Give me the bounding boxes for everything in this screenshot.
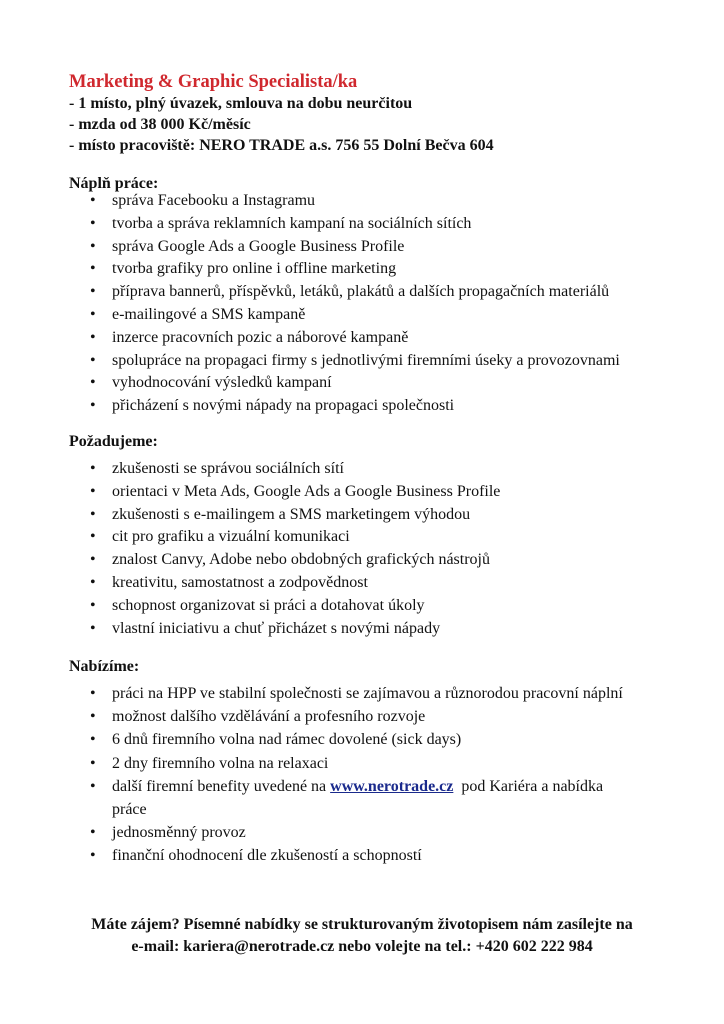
job-header	[69, 71, 709, 156]
benefits-text: další firemní benefity uvedené na	[112, 777, 331, 795]
footer-line-2: e-mail: kariera@nerotrade.cz nebo volejte na tel.: +420 602 222 984	[131, 938, 593, 955]
requirements-heading: Požadujeme:	[69, 433, 158, 450]
list-item: • 2 dny firemního volna na relaxaci	[90, 752, 630, 775]
list-item: • zkušenosti s e-mailingem a SMS marketingem výhodou	[90, 504, 690, 527]
list-item: • vlastní iniciativu a chuť přicházet s novými nápady	[90, 618, 690, 641]
list-item: • finanční ohodnocení dle zkušeností a schopností	[90, 844, 630, 867]
footer-line-1: Máte zájem? Písemné nabídky se strukturovaným životopisem nám zasílejte na	[91, 916, 633, 933]
list-item: • možnost dalšího vzdělávání a profesního rozvoje	[90, 705, 630, 728]
list-item: • správa Google Ads a Google Business Profile	[90, 236, 690, 259]
list-item: • inzerce pracovních pozic a náborové kampaně	[90, 327, 690, 350]
duties-heading: Náplň práce:	[69, 175, 159, 192]
website-link[interactable]: www.nerotrade.cz	[330, 777, 454, 795]
list-item: • 6 dnů firemního volna nad rámec dovolené (sick days)	[90, 728, 630, 751]
list-item: • příprava bannerů, příspěvků, letáků, plakátů a dalších propagačních materiálů	[90, 281, 690, 304]
requirements-list	[90, 458, 690, 640]
contact-footer	[40, 914, 684, 958]
job-meta-salary: - mzda od 38 000 Kč/měsíc	[69, 116, 251, 133]
list-item: • tvorba grafiky pro online i offline marketing	[90, 258, 690, 281]
benefits-text-after: pod Kariéra a nabídka práce	[112, 777, 608, 819]
list-item-benefits	[90, 775, 630, 821]
list-item: • cit pro grafiku a vizuální komunikaci	[90, 526, 690, 549]
list-item: • přicházení s novými nápady na propagaci společnosti	[90, 395, 690, 418]
list-item: • tvorba a správa reklamních kampaní na sociálních sítích	[90, 213, 690, 236]
list-item: • kreativitu, samostatnost a zodpovědnost	[90, 572, 690, 595]
job-meta-location: - místo pracoviště: NERO TRADE a.s. 756 55 Dolní Bečva 604	[69, 137, 494, 154]
job-meta-positions: - 1 místo, plný úvazek, smlouva na dobu neurčitou	[69, 95, 413, 112]
list-item: • znalost Canvy, Adobe nebo obdobných grafických nástrojů	[90, 549, 690, 572]
list-item: • jednosměnný provoz	[90, 821, 630, 844]
offer-heading: Nabízíme:	[69, 658, 140, 675]
list-item: • vyhodnocování výsledků kampaní	[90, 372, 690, 395]
list-item: • e-mailingové a SMS kampaně	[90, 304, 690, 327]
offer-list	[90, 682, 630, 868]
list-item: • práci na HPP ve stabilní společnosti se zajímavou a různorodou pracovní náplní	[90, 682, 630, 705]
list-item: • schopnost organizovat si práci a dotahovat úkoly	[90, 595, 690, 618]
list-item: • správa Facebooku a Instagramu	[90, 190, 690, 213]
list-item: • spolupráce na propagaci firmy s jednotlivými firemními úseky a provozovnami	[90, 350, 690, 373]
job-title: Marketing & Graphic Specialista/ka	[69, 72, 358, 92]
list-item: • zkušenosti se správou sociálních sítí	[90, 458, 690, 481]
duties-list	[90, 190, 690, 418]
list-item: • orientaci v Meta Ads, Google Ads a Google Business Profile	[90, 481, 690, 504]
